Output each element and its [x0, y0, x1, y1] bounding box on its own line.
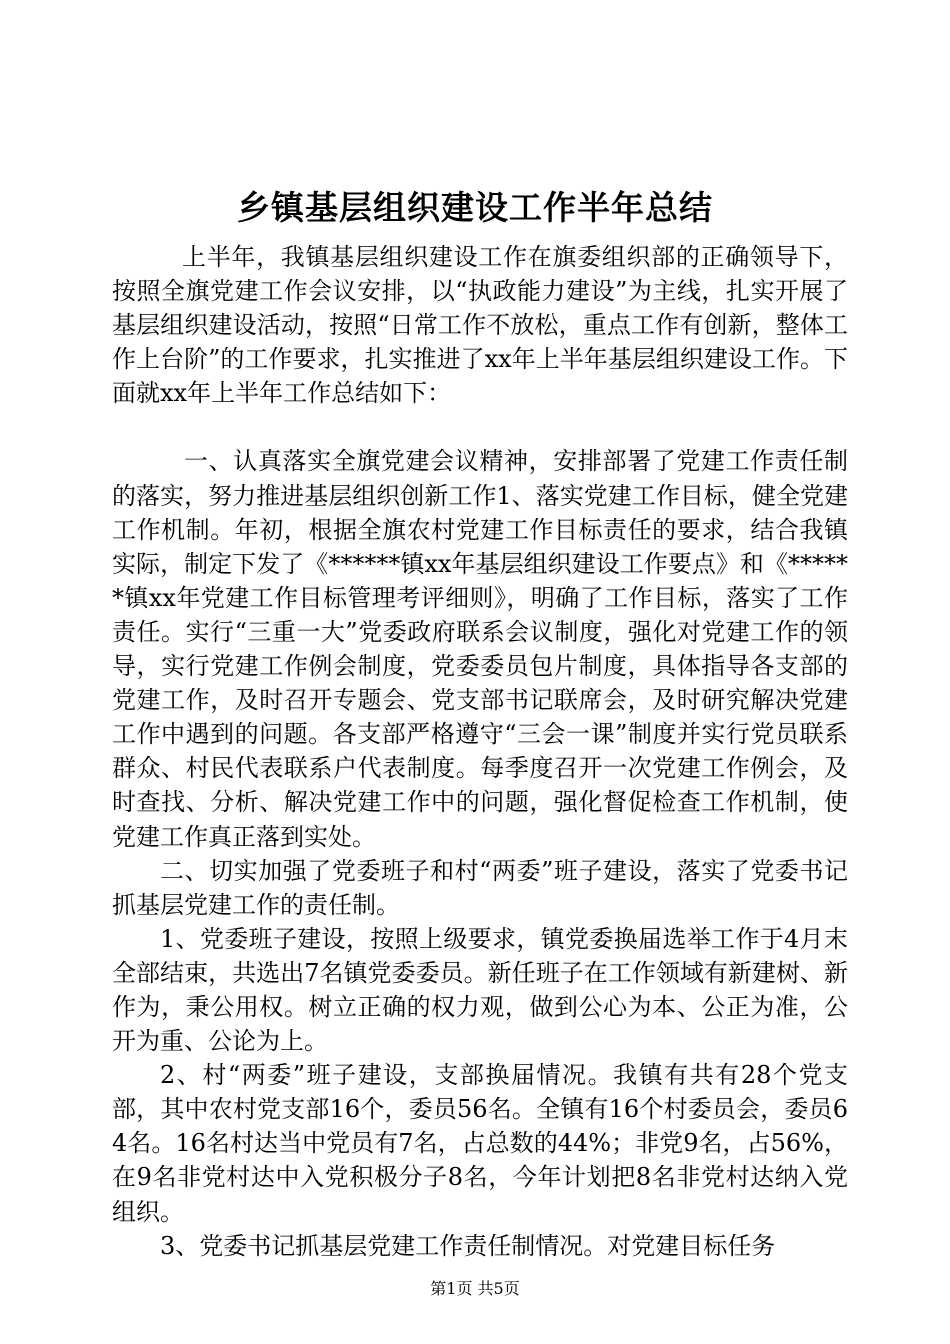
intro-paragraph: 上半年，我镇基层组织建设工作在旗委组织部的正确领导下，按照全旗党建工作会议安排，以“执政能力建设”为主线，扎实开展了基层组织建设活动，按照“日常工作不放松，重点工作有创新，整体工作上台阶”的工作要求，扎实推进了xx年上半年基层组织建设工作。下面就xx年上半年工作总结如下： [112, 243, 848, 408]
item-two-paragraph: 2、村“两委”班子建设，支部换届情况。我镇有共有28个党支部，其中农村党支部16个，委员56名。全镇有16个村委员会，委员64名。16名村达当中党员有7名，占总数的44%；非党9名，占56%，在9名非党村达中入党积极分子8名，今年计划把8名非党村达纳入党组织。 [112, 1061, 848, 1226]
section-one-paragraph: 一、认真落实全旗党建会议精神，安排部署了党建工作责任制的落实，努力推进基层组织创新工作1、落实党建工作目标，健全党建工作机制。年初，根据全旗农村党建工作目标责任的要求，结合我镇实际，制定下发了《******镇xx年基层组织建设工作要点》和《******镇xx年党建工作目标管理考评细则》，明确了工作目标，落实了工作责任。实行“三重一大”党委政府联系会议制度，强化对党建工作的领导，实行党建工作例会制度，党委委员包片制度，具体指导各支部的党建工作，及时召开专题会、党支部书记联席会，及时研究解决党建工作中遇到的问题。各支部严格遵守“三会一课”制度并实行党员联系群众、村民代表联系户代表制度。每季度召开一次党建工作例会，及时查找、分析、解决党建工作中的问题，强化督促检查工作机制，使党建工作真正落到实处。 [112, 447, 848, 851]
item-three-paragraph: 3、党委书记抓基层党建工作责任制情况。对党建目标任务 [160, 1231, 776, 1260]
page-number-footer: 第1页 共5页 [430, 1279, 520, 1298]
document-title: 乡镇基层组织建设工作半年总结 [237, 188, 713, 227]
item-one-paragraph: 1、党委班子建设，按照上级要求，镇党委换届选举工作于4月末全部结束，共选出7名镇党委委员。新任班子在工作领域有新建树、新作为，秉公用权。树立正确的权力观，做到公心为本、公正为准，公开为重、公论为上。 [112, 924, 848, 1056]
section-two-heading-paragraph: 二、切实加强了党委班子和村“两委”班子建设，落实了党委书记抓基层党建工作的责任制。 [112, 856, 848, 919]
document-body [112, 240, 848, 1263]
